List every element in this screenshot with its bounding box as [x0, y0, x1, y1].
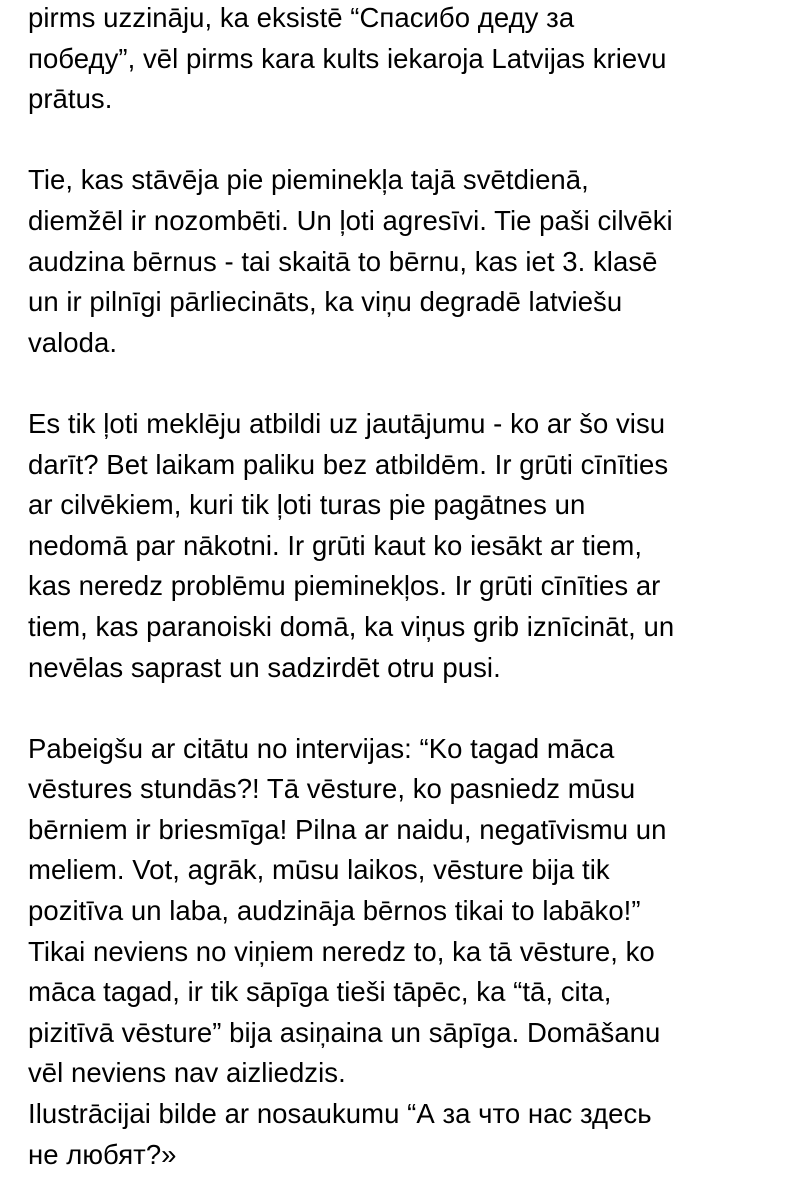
- paragraph-1: [28, 0, 788, 120]
- text-line: prātus.: [28, 83, 113, 115]
- paragraph-4: [28, 729, 788, 1176]
- text-line: meliem. Vot, agrāk, mūsu laikos, vēsture bija tik: [28, 854, 610, 886]
- paragraph-gap: [28, 120, 788, 161]
- text-line: vēl neviens nav aizliedzis.: [28, 1057, 346, 1089]
- text-line: māca tagad, ir tik sāpīga tieši tāpēc, ka “tā, cita,: [28, 976, 612, 1008]
- text-line: Ilustrācijai bilde ar nosaukumu “А за что нас здесь: [28, 1098, 652, 1130]
- text-line: nevēlas saprast un sadzirdēt otru pusi.: [28, 651, 501, 683]
- paragraph-2: [28, 160, 788, 363]
- text-line: un ir pilnīgi pārliecināts, ka viņu degradē latviešu: [28, 286, 623, 318]
- text-line: не любят?»: [28, 1138, 177, 1170]
- text-line: Es tik ļoti meklēju atbildi uz jautājumu - ko ar šo visu: [28, 407, 666, 439]
- text-line: ar cilvēkiem, kuri tik ļoti turas pie pagātnes un: [28, 489, 586, 521]
- text-line: Pabeigšu ar citātu no intervijas: “Ko tagad māca: [28, 732, 615, 764]
- text-line: darīt? Bet laikam paliku bez atbildēm. Ir grūti cīnīties: [28, 448, 669, 480]
- text-line: pozitīva un laba, audzināja bērnos tikai to labāko!”: [28, 895, 641, 927]
- text-line: diemžēl ir nozombēti. Un ļoti agresīvi. Tie paši cilvēki: [28, 204, 673, 236]
- text-line: nedomā par nākotni. Ir grūti kaut ko iesākt ar tiem,: [28, 529, 643, 561]
- paragraph-gap: [28, 363, 788, 404]
- text-line: vēstures stundās?! Tā vēsture, ko pasniedz mūsu: [28, 773, 636, 805]
- text-line: Tie, kas stāvēja pie pieminekļa tajā svētdienā,: [28, 164, 589, 196]
- text-line: valoda.: [28, 326, 118, 358]
- paragraph-gap: [28, 688, 788, 729]
- text-line: tiem, kas paranoiski domā, ka viņus grib iznīcināt, un: [28, 610, 675, 642]
- text-line: pirms uzzināju, ka eksistē “Спасибо деду за: [28, 2, 575, 33]
- text-line: bērniem ir briesmīga! Pilna ar naidu, negatīvismu un: [28, 813, 667, 845]
- text-line: Tikai neviens no viņiem neredz to, ka tā vēsture, ko: [28, 935, 655, 967]
- text-line: pizitīvā vēsture” bija asiņaina un sāpīga. Domāšanu: [28, 1016, 661, 1048]
- paragraph-3: [28, 404, 788, 688]
- text-line: kas neredz problēmu pieminekļos. Ir grūti cīnīties ar: [28, 570, 661, 602]
- text-line: audzina bērnus - tai skaitā to bērnu, kas iet 3. klasē: [28, 245, 658, 277]
- post-body: [28, 0, 788, 1175]
- text-line: победу”, vēl pirms kara kults iekaroja Latvijas krievu: [28, 42, 667, 74]
